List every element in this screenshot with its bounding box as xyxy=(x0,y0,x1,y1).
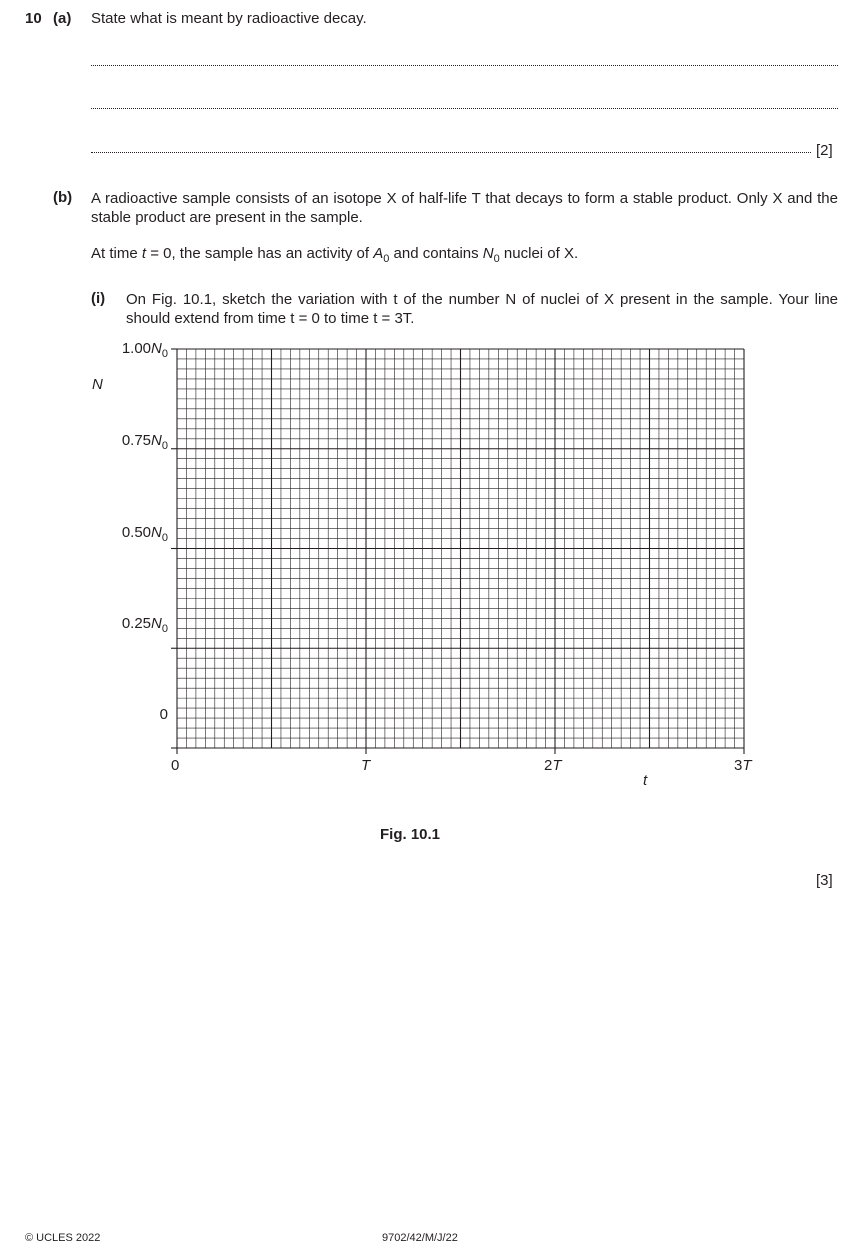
sub-i-mark: [3] xyxy=(816,872,833,889)
line2-prefix: At time xyxy=(91,245,142,262)
line2-N: N xyxy=(482,245,494,262)
y-tick-label-0: 0 xyxy=(159,706,168,723)
part-a-label: (a) xyxy=(53,10,72,27)
x-tick-label-T: T xyxy=(361,757,371,774)
line2-b: and contains xyxy=(389,245,483,262)
y-axis-label: N xyxy=(92,376,103,393)
sub-i-label: (i) xyxy=(91,290,106,307)
y-tick-label-050: $0.50N_0$ xyxy=(121,524,168,544)
y-tick-label-100: $1.00N_0$ xyxy=(121,340,168,360)
x-axis-label: t xyxy=(643,772,648,789)
footer-copyright: © UCLES 2022 xyxy=(25,1232,101,1244)
y-tick-label-025: $0.25N_0$ xyxy=(121,615,168,635)
x-tick-label-2T: 2T xyxy=(544,757,562,774)
x-tick-label-0: 0 xyxy=(171,757,180,774)
footer-code: 9702/42/M/J/22 xyxy=(382,1232,458,1244)
x-tick-label-3T: 3T xyxy=(734,757,752,774)
part-a-text: State what is meant by radioactive decay. xyxy=(91,10,367,27)
line2-A: A xyxy=(373,245,384,262)
sub-i-text: On Fig. 10.1, sketch the variation with t of the number N of nuclei of X present in the sample. Your line should extend from time t = 0 to time t = 3T. xyxy=(126,291,838,327)
line2-t: t xyxy=(141,245,147,262)
line2-sub0: 0 xyxy=(383,253,390,265)
part-b-label: (b) xyxy=(53,189,73,206)
figure-caption: Fig. 10.1 xyxy=(380,826,441,843)
question-number: 10 xyxy=(25,10,42,27)
line2-c: nuclei of X. xyxy=(499,245,579,262)
line2-sub1: 0 xyxy=(493,253,500,265)
part-b-text: A radioactive sample consists of an isotope X of half-life T that decays to form a stable product. Only X and the stable product are present in the sample. xyxy=(91,190,838,226)
part-a-mark: [2] xyxy=(816,142,833,159)
y-tick-label-075: $0.75N_0$ xyxy=(121,432,168,452)
line2-a: = 0, the sample has an activity of xyxy=(146,245,374,262)
